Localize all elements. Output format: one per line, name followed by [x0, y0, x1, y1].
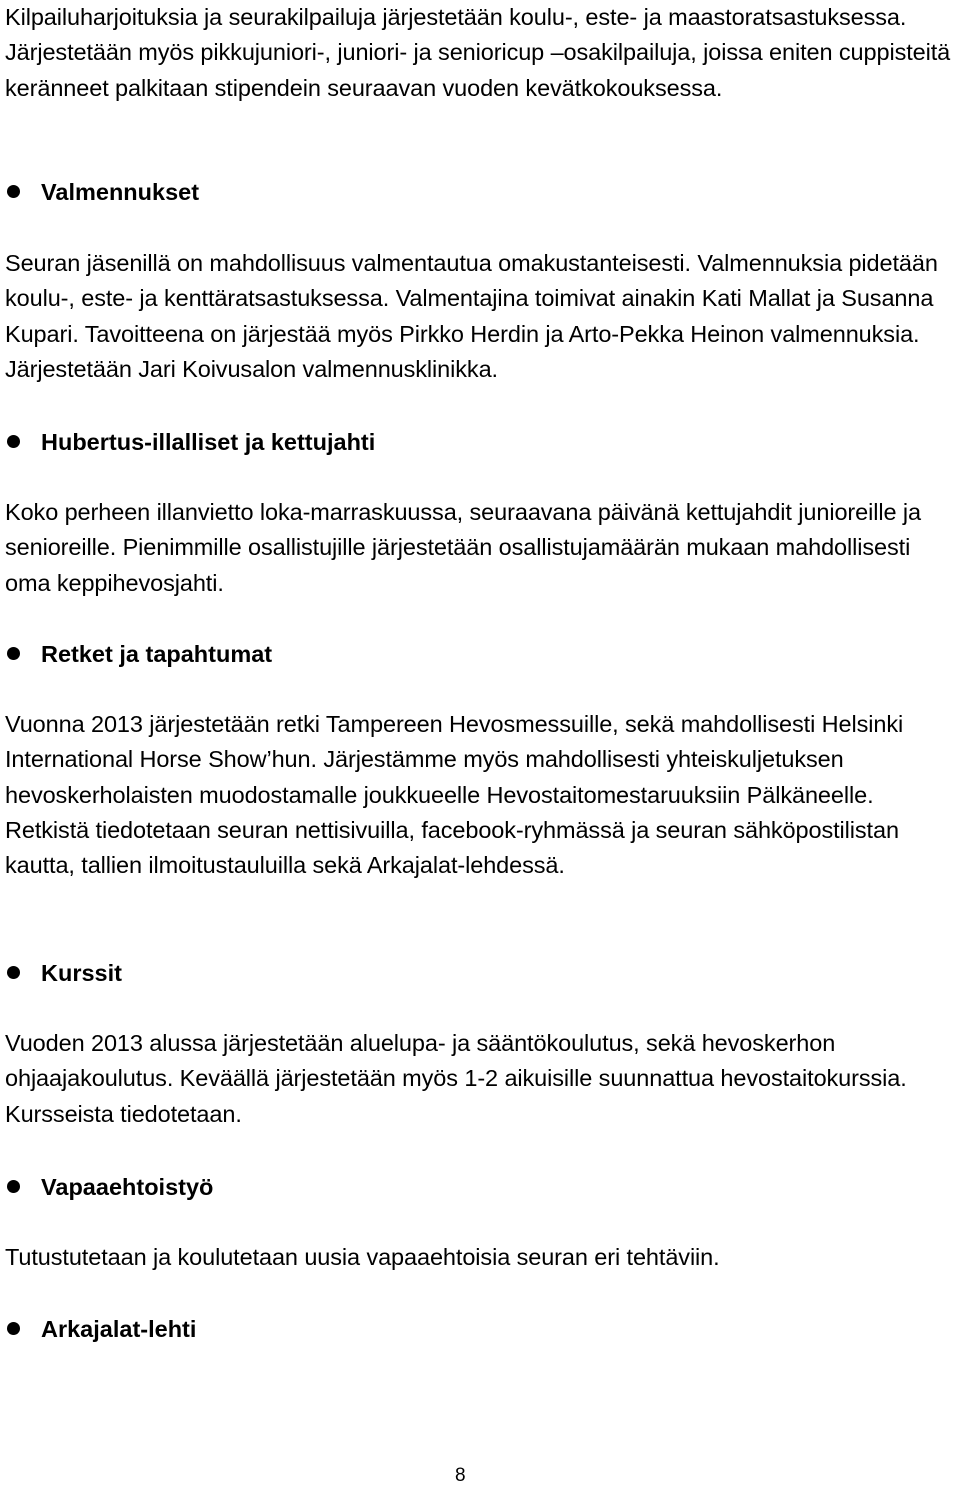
section-heading-text: Hubertus-illalliset ja kettujahti — [41, 429, 376, 455]
bullet-icon — [7, 1180, 20, 1193]
bullet-icon — [7, 435, 20, 448]
bullet-icon — [7, 185, 20, 198]
section-heading-arkajalat — [0, 1312, 950, 1348]
bullet-icon — [7, 1322, 20, 1335]
section-heading-text: Kurssit — [41, 960, 122, 986]
bullet-icon — [7, 966, 20, 979]
section-heading-text: Vapaaehtoistyö — [41, 1174, 214, 1200]
section-heading-text: Arkajalat-lehti — [41, 1316, 197, 1342]
section-heading-text: Valmennukset — [41, 179, 200, 205]
section-paragraph-valmennukset: Seuran jäsenillä on mahdollisuus valmentautua omakustanteisesti. Valmennuksia pidetään koulu-, este- ja kenttäratsastuksessa. Valmentajina toimivat ainakin Kati Mallat ja Susanna Kupari. Tavoitteena on järjestää myös Pirkko Herdin ja Arto-Pekka Heinon valmennuksia. Järjestetään Jari Koivusalon valmennusklinikka. — [5, 250, 938, 382]
intro-paragraph: Kilpailuharjoituksia ja seurakilpailuja järjestetään koulu-, este- ja maastoratsastuksessa. Järjestetään myös pikkujuniori-, juniori- ja senioricup –osakilpailuja, joissa eniten cuppisteitä keränneet palkitaan stipendein seuraavan vuoden kevätkokouksessa. — [5, 4, 951, 101]
section-heading-hubertus — [0, 425, 950, 461]
section-heading-retket — [0, 637, 950, 673]
section-heading-kurssit — [0, 956, 950, 992]
section-paragraph-retket: Vuonna 2013 järjestetään retki Tampereen Hevosmessuille, sekä mahdollisesti Helsinki International Horse Show’hun. Järjestämme myös mahdollisesti yhteiskuljetuksen hevoskerholaisten muodostamalle joukkueelle Hevostaitomestaruuksiin Pälkäneelle. Retkistä tiedotetaan seuran nettisivuilla, facebook-ryhmässä ja seuran sähköpostilistan kautta, tallien ilmoitustauluilla sekä Arkajalat-lehdessä. — [5, 711, 904, 879]
section-paragraph-vapaaehtoistyo: Tutustutetaan ja koulutetaan uusia vapaaehtoisia seuran eri tehtäviin. — [5, 1244, 720, 1270]
section-heading-text: Retket ja tapahtumat — [41, 641, 273, 667]
section-paragraph-kurssit: Vuoden 2013 alussa järjestetään aluelupa- ja sääntökoulutus, sekä hevoskerhon ohjaajakoulutus. Keväällä järjestetään myös 1-2 aikuisille suunnattua hevostaitokurssia. Kursseista tiedotetaan. — [5, 1030, 907, 1127]
section-paragraph-hubertus: Koko perheen illanvietto loka-marraskuussa, seuraavana päivänä kettujahdit junioreille ja senioreille. Pienimmille osallistujille järjestetään osallistujamäärän mukaan mahdollisesti oma keppihevosjahti. — [5, 499, 921, 596]
section-heading-valmennukset — [0, 175, 950, 211]
page-number: 8 — [455, 1465, 466, 1486]
section-heading-vapaaehtoistyo — [0, 1170, 950, 1206]
bullet-icon — [7, 647, 20, 660]
